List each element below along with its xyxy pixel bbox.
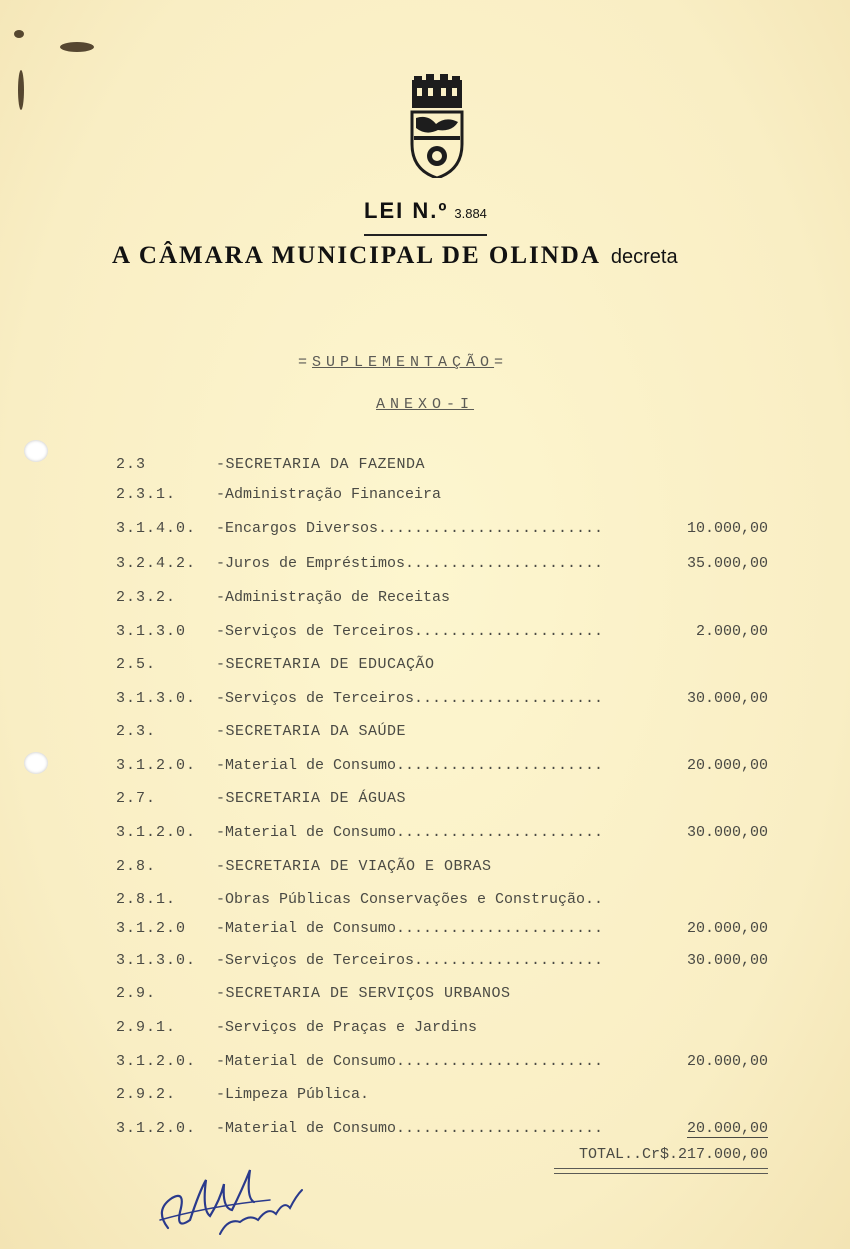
row-code: 2.9.1. [116,1019,177,1036]
row-code: 2.8. [116,858,157,875]
row-code: 2.9.2. [116,1086,177,1103]
table-row [0,790,850,816]
suplementacao-label: SUPLEMENTAÇÃO [312,354,495,371]
table-row [0,723,850,749]
row-code: 2.3.2. [116,589,177,606]
row-description: -Serviços de Terceiros..................... [216,690,604,707]
row-amount: 2.000,00 [695,623,768,640]
row-description: -Administração Financeira [216,486,442,503]
table-row [0,1120,850,1146]
table-row [0,824,850,850]
row-amount: 30.000,00 [686,824,768,841]
row-code: 3.1.2.0. [116,824,197,841]
row-description: -SECRETARIA DE EDUCAÇÃO [216,656,435,673]
row-description: -Limpeza Pública. [216,1086,370,1103]
row-amount: 20.000,00 [686,1120,768,1137]
table-row [0,1086,850,1112]
table-row [0,985,850,1011]
table-row [0,1053,850,1079]
row-code: 3.1.3.0. [116,952,197,969]
row-description: -SECRETARIA DE SERVIÇOS URBANOS [216,985,511,1002]
row-code: 3.1.2.0. [116,1053,197,1070]
row-description: -SECRETARIA DE ÁGUAS [216,790,407,807]
table-row [0,1019,850,1045]
row-description: -Serviços de Praças e Jardins [216,1019,478,1036]
table-row [0,952,850,978]
row-description: -SECRETARIA DA FAZENDA [216,456,426,473]
row-description: -Material de Consumo....................... [216,757,604,774]
row-description: -Material de Consumo....................... [216,1053,604,1070]
row-code: 2.9. [116,985,157,1002]
decreta-word: decreta [610,246,678,268]
row-amount: 10.000,00 [686,520,768,537]
row-amount: 20.000,00 [686,757,768,774]
ink-stain [14,30,24,38]
total-double-rule [554,1168,768,1174]
row-description: -SECRETARIA DA SAÚDE [216,723,407,740]
table-row [0,486,850,512]
row-description: -SECRETARIA DE VIAÇÃO E OBRAS [216,858,492,875]
row-code: 2.3 [116,456,147,473]
row-code: 2.8.1. [116,891,177,908]
row-amount: 35.000,00 [686,555,768,572]
row-amount: 30.000,00 [686,952,768,969]
row-description: -Encargos Diversos......................... [216,520,604,537]
row-code: 3.1.2.0. [116,757,197,774]
law-number: 3.884 [454,206,487,221]
table-row [0,858,850,884]
anexo-label: ANEXO-I [376,396,475,413]
row-code: 3.1.3.0 [116,623,187,640]
table-row [0,623,850,649]
table-row [0,656,850,682]
row-code: 3.1.4.0. [116,520,197,537]
total-label: TOTAL..Cr$. [578,1146,678,1163]
mayor-signature [150,1150,310,1240]
row-code: 2.3. [116,723,157,740]
ink-stain [60,42,94,52]
row-code: 2.5. [116,656,157,673]
row-code: 3.1.2.0. [116,1120,197,1137]
row-description: -Material de Consumo....................... [216,1120,604,1137]
total-line [579,1146,768,1163]
suplementacao-heading: =SUPLEMENTAÇÃO= [298,354,509,371]
table-row [0,891,850,917]
row-description: -Serviços de Terceiros..................... [216,952,604,969]
ink-stain [18,70,24,110]
row-code: 3.1.3.0. [116,690,197,707]
council-title: A CÂMARA MUNICIPAL DE OLINDA [112,242,601,269]
table-row [0,589,850,615]
row-description: -Obras Públicas Conservações e Construção.. [216,891,604,908]
law-number-heading [364,198,487,236]
law-label: LEI N.º [364,198,449,223]
row-code: 2.7. [116,790,157,807]
table-row [0,690,850,716]
table-row [0,555,850,581]
row-description: -Material de Consumo....................... [216,920,604,937]
table-row [0,920,850,946]
page-title [112,242,678,270]
row-code: 2.3.1. [116,486,177,503]
anexo-heading [376,396,474,413]
row-code: 3.1.2.0 [116,920,187,937]
row-amount: 20.000,00 [686,920,768,937]
row-description: -Material de Consumo....................... [216,824,604,841]
row-description: -Administração de Receitas [216,589,451,606]
table-row [0,520,850,546]
row-description: -Serviços de Terceiros..................... [216,623,604,640]
row-amount: 30.000,00 [686,690,768,707]
olinda-coat-of-arms-icon [408,74,466,178]
table-row [0,757,850,783]
row-code: 3.2.4.2. [116,555,197,572]
table-row [0,456,850,482]
total-value: 217.000,00 [677,1146,768,1163]
row-description: -Juros de Empréstimos...................... [216,555,604,572]
row-amount: 20.000,00 [686,1053,768,1070]
